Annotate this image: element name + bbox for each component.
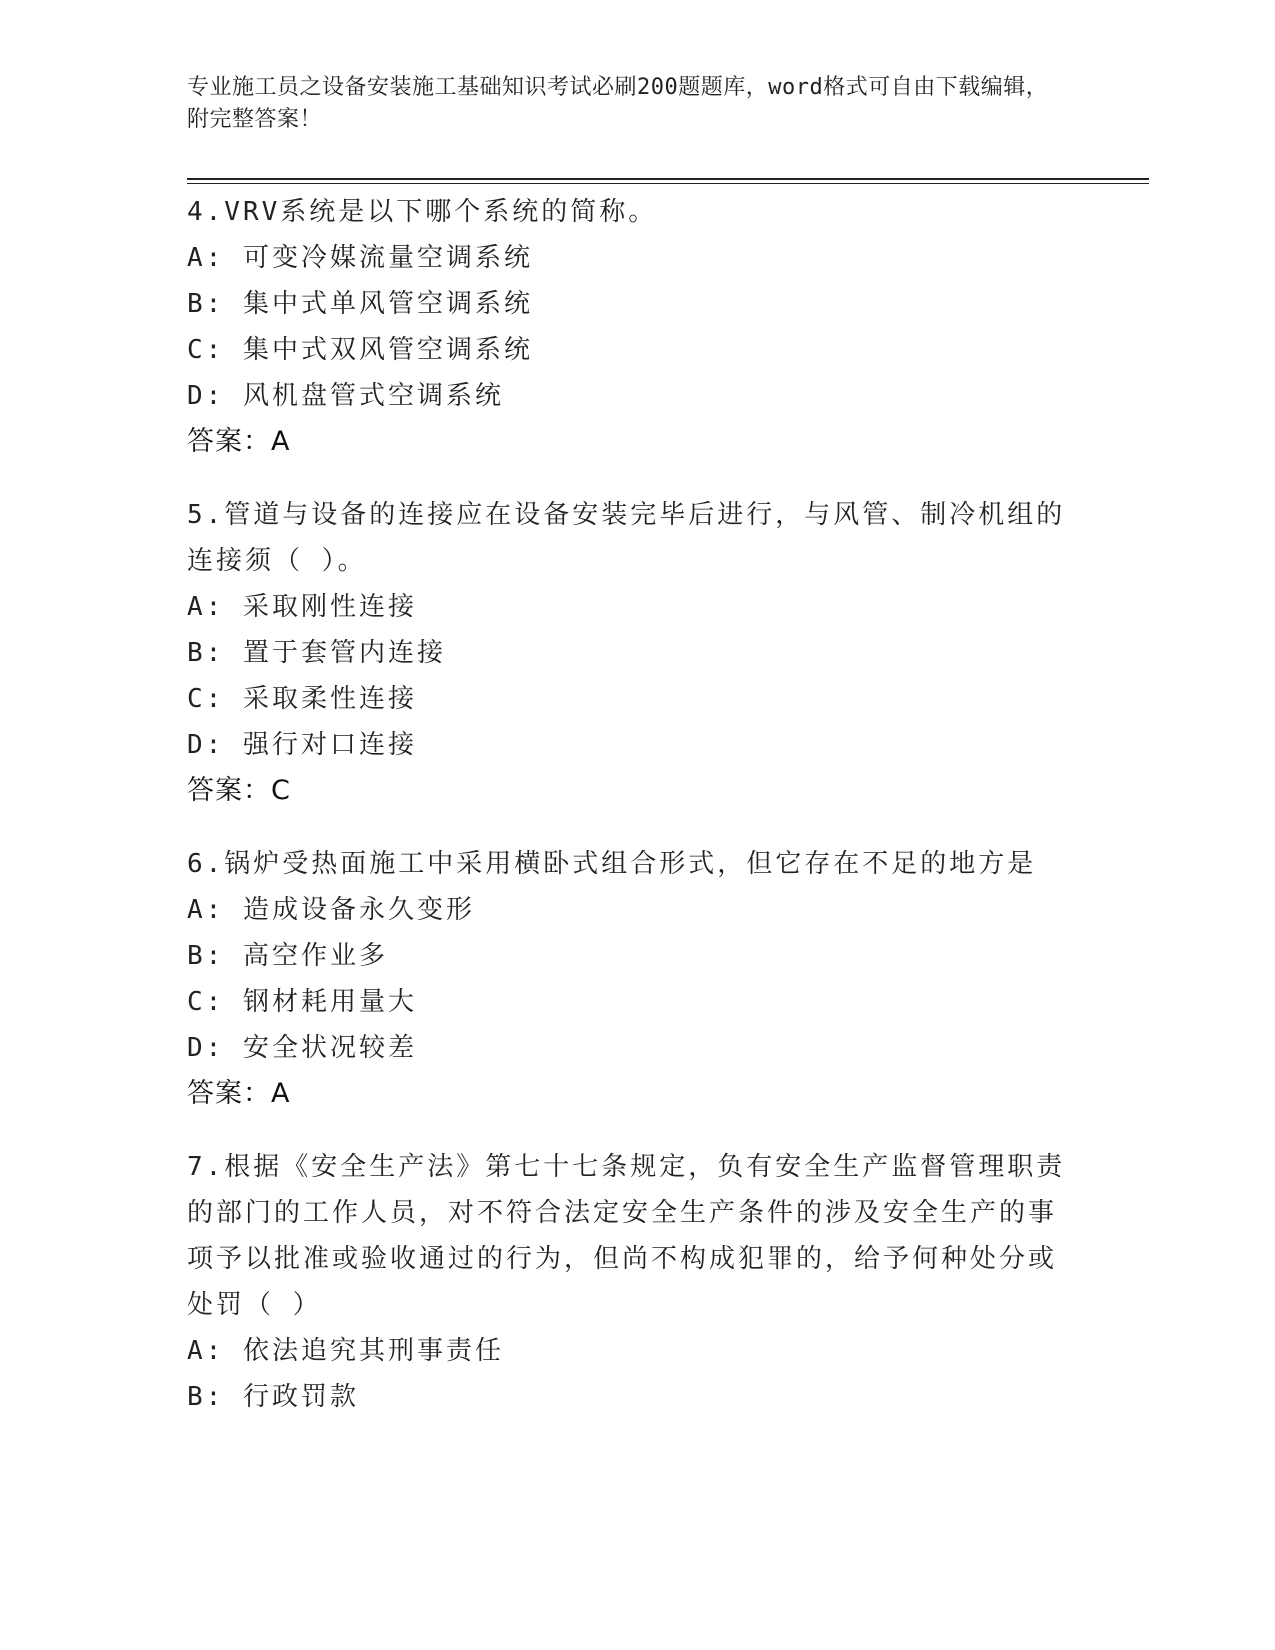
option-a: A: 造成设备永久变形 [187,895,475,925]
option-c: C: 钢材耗用量大 [187,987,417,1017]
document-header [187,72,1067,136]
question-5 [187,492,1067,814]
question-stem: 6.锅炉受热面施工中采用横卧式组合形式，但它存在不足的地方是 [187,849,1037,879]
question-stem: 7.根据《安全生产法》第七十七条规定，负有安全生产监督管理职责的部门的工作人员，对不符合法定安全生产条件的涉及安全生产的事项予以批准或验收通过的行为，但尚不构成犯罪的，给予何种处分或处罚（ ） [187,1152,1066,1320]
question-6 [187,841,1067,1117]
answer-line: 答案：A [187,1078,291,1109]
option-b: B: 置于套管内连接 [187,638,446,668]
question-list [187,189,1067,1447]
option-a: A: 可变冷媒流量空调系统 [187,243,533,273]
question-stem: 5.管道与设备的连接应在设备安装完毕后进行，与风管、制冷机组的连接须（ ）。 [187,500,1066,576]
option-b: B: 行政罚款 [187,1382,359,1412]
option-c: C: 集中式双风管空调系统 [187,335,533,365]
header-divider [187,178,1149,180]
document-title: 专业施工员之设备安装施工基础知识考试必刷200题题库，word格式可自由下载编辑，附完整答案！ [187,75,1049,132]
option-a: A: 依法追究其刑事责任 [187,1336,504,1366]
question-4 [187,189,1067,465]
question-7 [187,1144,1067,1420]
option-d: D: 安全状况较差 [187,1033,417,1063]
header-divider-thin [187,183,1149,184]
option-b: B: 集中式单风管空调系统 [187,289,533,319]
option-b: B: 高空作业多 [187,941,388,971]
option-d: D: 强行对口连接 [187,730,417,760]
option-d: D: 风机盘管式空调系统 [187,381,504,411]
question-stem: 4.VRV系统是以下哪个系统的简称。 [187,197,658,227]
option-c: C: 采取柔性连接 [187,684,417,714]
answer-line: 答案：C [187,775,291,806]
option-a: A: 采取刚性连接 [187,592,417,622]
answer-line: 答案：A [187,426,291,457]
